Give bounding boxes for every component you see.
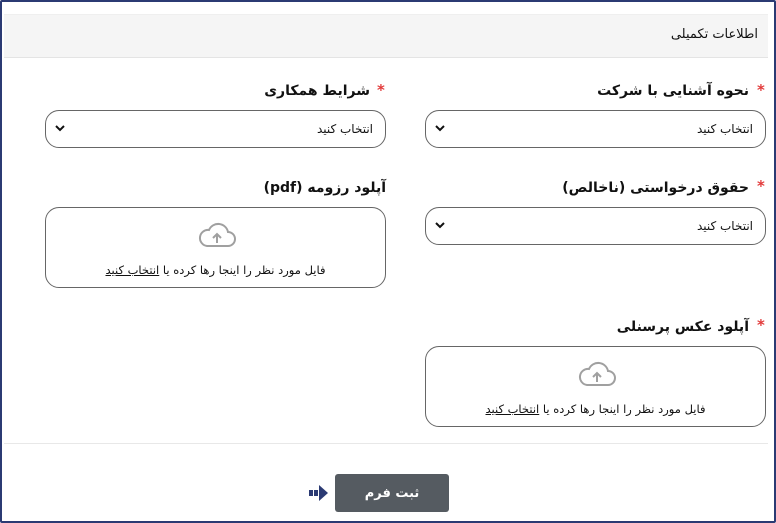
required-marker: * bbox=[757, 177, 765, 195]
arrow-right-icon bbox=[308, 482, 330, 504]
cooperation-select-value: انتخاب کنید bbox=[316, 122, 373, 136]
acquaintance-select[interactable] bbox=[425, 110, 766, 148]
cooperation-select[interactable] bbox=[45, 110, 386, 148]
section-header bbox=[4, 14, 768, 58]
cloud-upload-icon bbox=[577, 360, 617, 388]
acquaintance-select-value: انتخاب کنید bbox=[696, 122, 753, 136]
dropzone-instruction: فایل مورد نظر را اینجا رها کرده یا bbox=[159, 263, 326, 277]
photo-dropzone-text bbox=[426, 402, 765, 416]
dropzone-instruction: فایل مورد نظر را اینجا رها کرده یا bbox=[539, 402, 706, 416]
chevron-down-icon bbox=[433, 218, 447, 232]
submit-button[interactable]: ثبت فرم bbox=[335, 474, 449, 512]
chevron-down-icon bbox=[433, 121, 447, 135]
resume-dropzone[interactable] bbox=[45, 207, 386, 288]
required-marker: * bbox=[757, 81, 765, 99]
section-title: اطلاعات تکمیلی bbox=[670, 27, 758, 42]
choose-file-link[interactable]: انتخاب کنید bbox=[105, 263, 160, 277]
salary-select[interactable] bbox=[425, 207, 766, 245]
salary-select-value: انتخاب کنید bbox=[696, 219, 753, 233]
photo-upload-label: آپلود عکس پرسنلی bbox=[616, 319, 749, 335]
required-marker: * bbox=[377, 81, 385, 99]
chevron-down-icon bbox=[53, 121, 67, 135]
cooperation-label: شرایط همکاری bbox=[264, 83, 370, 99]
choose-file-link[interactable]: انتخاب کنید bbox=[485, 402, 540, 416]
photo-dropzone[interactable] bbox=[425, 346, 766, 427]
salary-label: حقوق درخواستی (ناخالص) bbox=[562, 180, 749, 196]
resume-dropzone-text bbox=[46, 263, 385, 277]
acquaintance-label: نحوه آشنایی با شرکت bbox=[597, 83, 749, 99]
footer-divider bbox=[4, 443, 768, 444]
resume-upload-label: آپلود رزومه (pdf) bbox=[263, 180, 386, 196]
required-marker: * bbox=[757, 316, 765, 334]
cloud-upload-icon bbox=[197, 221, 237, 249]
